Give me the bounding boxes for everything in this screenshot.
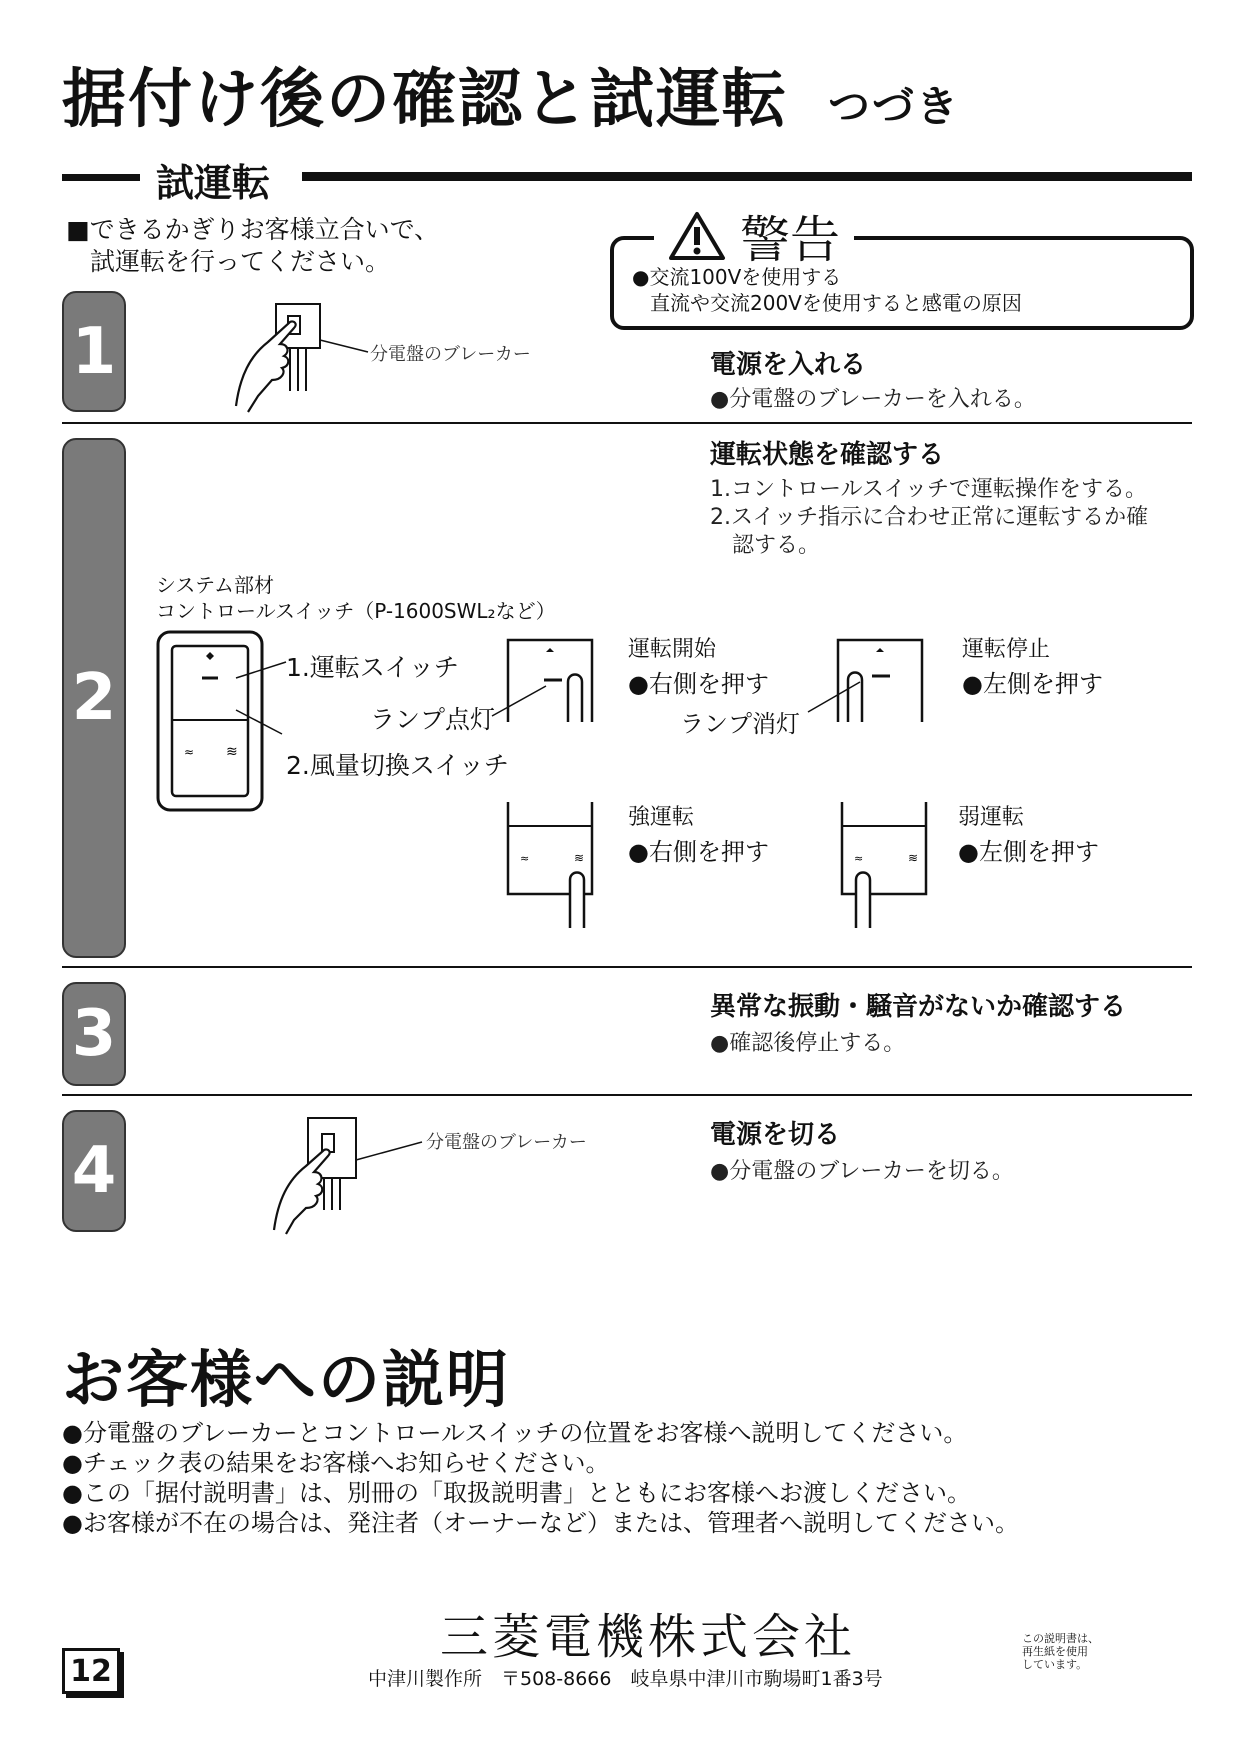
stop-text: ●左側を押す <box>962 670 1103 698</box>
strong-switch-illustration <box>506 800 596 930</box>
strong-text: ●右側を押す <box>628 838 769 866</box>
strong-title: 強運転 <box>628 805 695 830</box>
breaker-hand-illustration-4 <box>268 1110 388 1236</box>
stop-title: 運転停止 <box>962 637 1051 662</box>
recycle-line-2: 再生紙を使用 <box>1022 1645 1088 1658</box>
page-title-main: 据付け後の確認と試運転 <box>62 63 788 137</box>
page-title-sub: つづき <box>828 82 961 131</box>
step-divider-3 <box>62 1094 1192 1096</box>
warning-body <box>632 264 1022 316</box>
intro-note <box>66 214 439 278</box>
step-2-tab: 2 <box>62 438 126 958</box>
warning-line-2: 直流や交流200Vを使用すると感電の原因 <box>650 291 1022 315</box>
instruction-item-4: ●お客様が不在の場合は、発注者（オーナーなど）または、管理者へ説明してください。 <box>62 1509 1019 1537</box>
step-2-line-3: 認する。 <box>732 533 821 558</box>
customer-section-title: お客様への説明 <box>62 1343 511 1416</box>
heading-rule-left <box>62 174 140 181</box>
svg-text:≈: ≈ <box>854 852 864 865</box>
step-divider-1 <box>62 422 1192 424</box>
svg-text:≋: ≋ <box>908 851 919 865</box>
svg-text:≈: ≈ <box>184 745 195 759</box>
section-heading <box>62 152 1192 205</box>
step-2-line-2: 2.スイッチ指示に合わせ正常に運転するか確 <box>710 505 1149 530</box>
switch-2-label: 2.風量切換スイッチ <box>286 751 509 780</box>
svg-text:≈: ≈ <box>520 852 530 865</box>
lamp-off-callout-line <box>806 676 866 716</box>
callout-line-1 <box>320 338 370 358</box>
breaker-callout-1: 分電盤のブレーカー <box>370 344 531 365</box>
weak-title: 弱運転 <box>958 805 1025 830</box>
company-address: 中津川製作所 〒508-8666 岐阜県中津川市駒場町1番3号 <box>368 1668 883 1690</box>
svg-text:≋: ≋ <box>574 851 585 865</box>
heading-rule-right <box>302 172 1192 181</box>
warning-line-1: ●交流100Vを使用する <box>632 265 842 289</box>
start-text: ●右側を押す <box>628 670 769 698</box>
step-2-line-1: 1.コントロールスイッチで運転操作をする。 <box>710 477 1148 502</box>
recycle-line-3: しています。 <box>1022 1658 1088 1671</box>
start-title: 運転開始 <box>628 637 717 662</box>
step-2-text <box>710 476 1148 560</box>
warning-triangle-icon <box>668 211 726 261</box>
warning-heading <box>654 200 854 272</box>
step-4-tab: 4 <box>62 1110 126 1232</box>
system-part-label <box>156 572 556 624</box>
page-number: 12 <box>62 1648 120 1694</box>
company-name: 三菱電機株式会社 <box>440 1609 857 1665</box>
lamp-off-label: ランプ消灯 <box>680 710 800 738</box>
step-4-text: ●分電盤のブレーカーを切る。 <box>710 1159 1014 1184</box>
intro-line-2: 試運転を行ってください。 <box>90 247 391 276</box>
callout-line-4 <box>356 1140 426 1164</box>
weak-text: ●左側を押す <box>958 838 1099 866</box>
warning-title: 警告 <box>740 211 840 269</box>
step-1-title: 電源を入れる <box>710 350 867 380</box>
instruction-item-2: ●チェック表の結果をお客様へお知らせください。 <box>62 1449 610 1477</box>
start-switch-illustration <box>506 636 596 724</box>
weak-switch-illustration <box>840 800 930 930</box>
customer-instructions <box>62 1418 1019 1538</box>
recycle-line-1: この説明書は、 <box>1022 1632 1099 1645</box>
breaker-callout-4: 分電盤のブレーカー <box>426 1132 587 1153</box>
step-3-text: ●確認後停止する。 <box>710 1031 906 1056</box>
intro-line-1: ■できるかぎりお客様立合いで、 <box>66 215 440 244</box>
step-3-tab: 3 <box>62 982 126 1086</box>
system-label: システム部材 <box>156 573 274 597</box>
recycled-paper-note <box>1022 1632 1099 1671</box>
step-1-text: ●分電盤のブレーカーを入れる。 <box>710 387 1036 412</box>
lamp-on-label: ランプ点灯 <box>370 705 496 734</box>
page-title <box>62 48 960 140</box>
step-2-title: 運転状態を確認する <box>710 440 945 470</box>
switch-model: コントロールスイッチ（P-1600SWL₂など） <box>156 599 556 623</box>
step-4-title: 電源を切る <box>710 1120 841 1150</box>
svg-text:≋: ≋ <box>226 744 238 760</box>
instruction-item-1: ●分電盤のブレーカーとコントロールスイッチの位置をお客様へ説明してください。 <box>62 1419 968 1447</box>
section-label: 試運転 <box>156 161 271 205</box>
step-3-title: 異常な振動・騒音がないか確認する <box>710 992 1127 1022</box>
switch-1-label: 1.運転スイッチ <box>286 653 459 682</box>
step-1-tab: 1 <box>62 291 126 412</box>
instruction-item-3: ●この「据付説明書」は、別冊の「取扱説明書」とともにお客様へお渡しください。 <box>62 1479 971 1507</box>
step-divider-2 <box>62 966 1192 968</box>
